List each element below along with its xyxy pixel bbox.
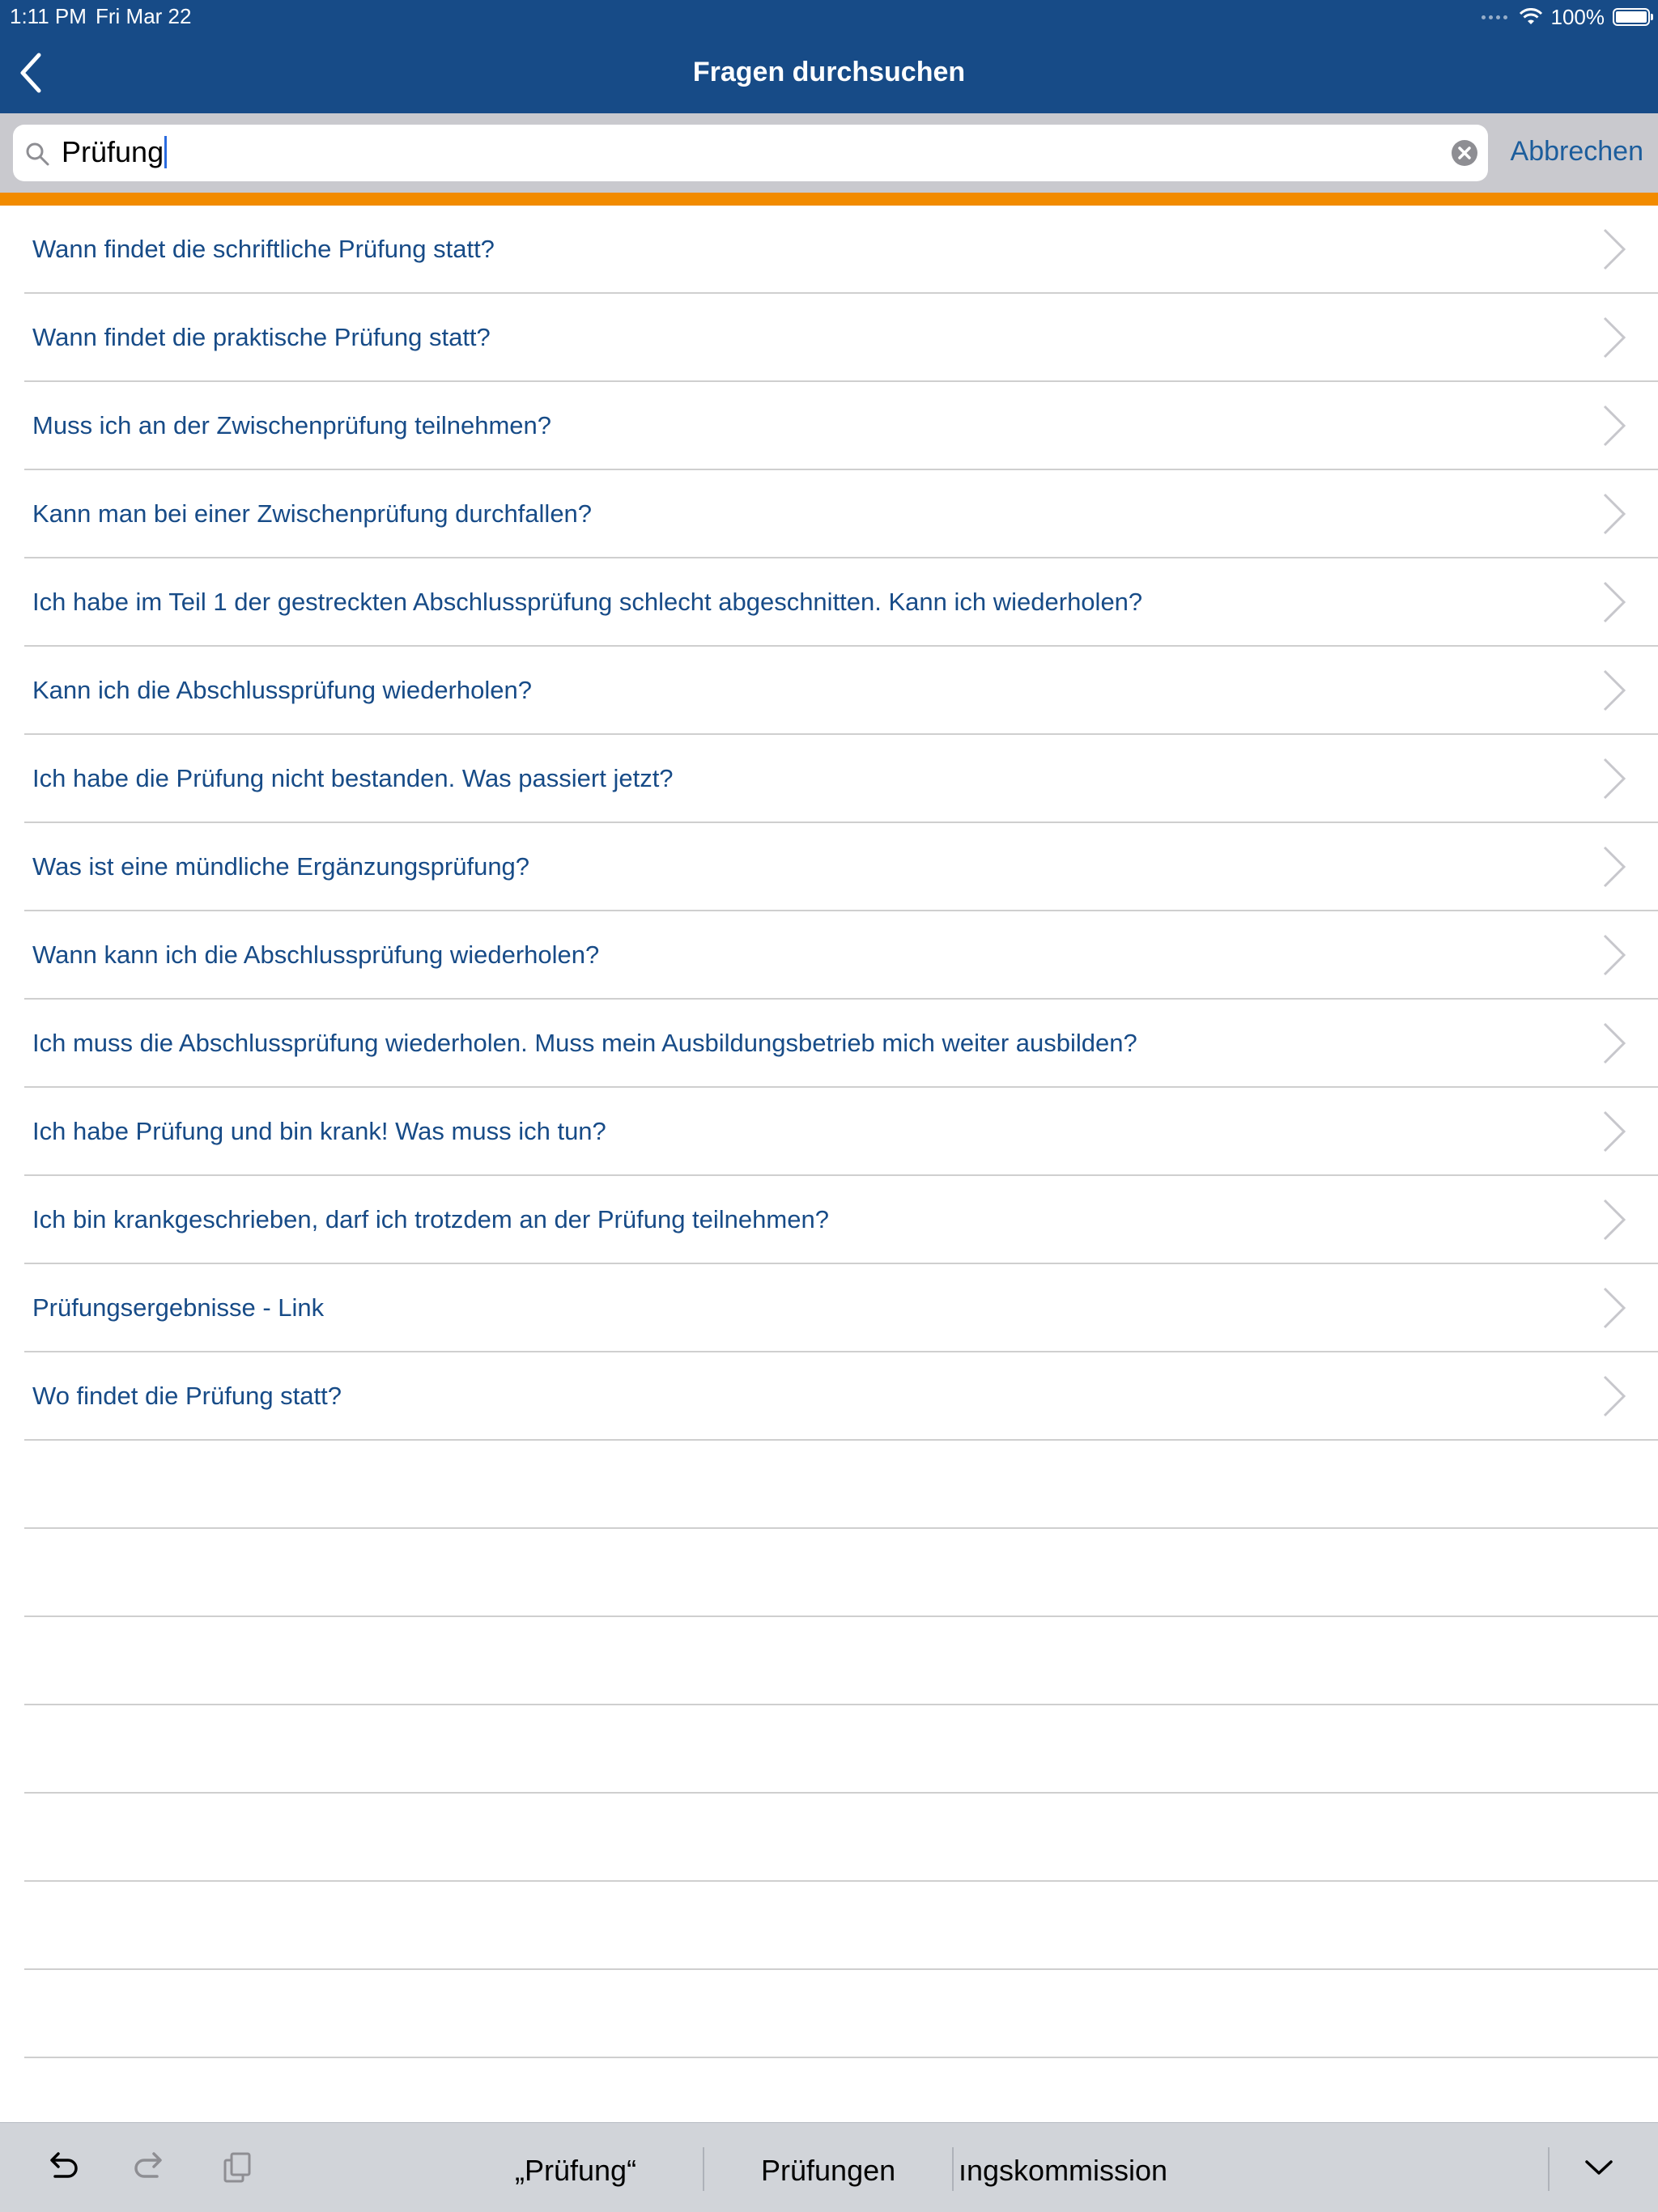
cancel-button[interactable]: Abbrechen xyxy=(1510,136,1643,167)
list-item[interactable] xyxy=(24,1264,1658,1352)
list-item-label: Ich habe im Teil 1 der gestreckten Abschlussprüfung schlecht abgeschnitten. Kann ich wiederholen? xyxy=(32,588,1143,616)
chevron-right-icon xyxy=(1600,1109,1629,1154)
chevron-right-icon xyxy=(1600,491,1629,537)
accent-divider xyxy=(0,193,1658,206)
list-item[interactable] xyxy=(24,294,1658,382)
chevron-right-icon xyxy=(1600,580,1629,625)
suggestion-2[interactable]: Prüfungen xyxy=(761,2154,896,2187)
list-item-label: Ich muss die Abschlussprüfung wiederholen. Muss mein Ausbildungsbetrieb mich weiter ausbilden? xyxy=(32,1029,1137,1057)
list-item-label: Kann man bei einer Zwischenprüfung durchfallen? xyxy=(32,499,593,528)
chevron-right-icon xyxy=(1600,403,1629,448)
clear-search-icon[interactable] xyxy=(1451,139,1478,167)
suggestion-1[interactable]: „Prüfung“ xyxy=(515,2154,637,2187)
list-item-label: Wann findet die praktische Prüfung statt? xyxy=(32,323,491,351)
status-time: 1:11 PM xyxy=(10,4,87,28)
suggestion-divider xyxy=(703,2147,704,2191)
list-item[interactable] xyxy=(24,470,1658,558)
list-item[interactable] xyxy=(24,823,1658,911)
chevron-right-icon xyxy=(1600,1021,1629,1066)
search-bar xyxy=(0,113,1658,193)
paste-icon[interactable] xyxy=(217,2147,257,2188)
list-item[interactable] xyxy=(24,1176,1658,1264)
list-item[interactable] xyxy=(24,1000,1658,1088)
empty-row xyxy=(24,1970,1658,2058)
search-input[interactable] xyxy=(13,125,1488,181)
redo-icon[interactable] xyxy=(130,2147,170,2188)
empty-row xyxy=(24,1617,1658,1705)
list-item-label: Ich habe die Prüfung nicht bestanden. Was passiert jetzt? xyxy=(32,764,674,792)
undo-icon[interactable] xyxy=(42,2147,83,2188)
list-item[interactable] xyxy=(24,911,1658,1000)
battery-icon xyxy=(1613,8,1650,26)
list-item[interactable] xyxy=(24,206,1658,294)
dismiss-keyboard-icon[interactable] xyxy=(1579,2147,1619,2188)
search-icon xyxy=(24,141,50,167)
search-results-list xyxy=(0,206,1658,2058)
text-cursor xyxy=(164,136,167,168)
empty-row xyxy=(24,1441,1658,1529)
list-item[interactable] xyxy=(24,1352,1658,1441)
cellular-signal-icon xyxy=(1482,15,1507,19)
list-item[interactable] xyxy=(24,735,1658,823)
list-item-label: Was ist eine mündliche Ergänzungsprüfung? xyxy=(32,852,530,881)
list-item-label: Prüfungsergebnisse - Link xyxy=(32,1293,325,1322)
empty-row xyxy=(24,1529,1658,1617)
chevron-right-icon xyxy=(1600,668,1629,713)
empty-row xyxy=(24,1882,1658,1970)
list-item-label: Ich bin krankgeschrieben, darf ich trotzdem an der Prüfung teilnehmen? xyxy=(32,1205,829,1233)
chevron-right-icon xyxy=(1600,1197,1629,1242)
list-item-label: Wo findet die Prüfung statt? xyxy=(32,1382,342,1410)
empty-row xyxy=(24,1705,1658,1794)
status-date: Fri Mar 22 xyxy=(96,4,192,28)
chevron-right-icon xyxy=(1600,1373,1629,1419)
list-item[interactable] xyxy=(24,1088,1658,1176)
wifi-icon xyxy=(1519,8,1543,26)
list-item-label: Wann findet die schriftliche Prüfung statt? xyxy=(32,235,495,263)
chevron-right-icon xyxy=(1600,932,1629,978)
chevron-right-icon xyxy=(1600,844,1629,889)
list-item-label: Muss ich an der Zwischenprüfung teilnehmen? xyxy=(32,411,552,439)
status-indicators xyxy=(1482,3,1651,31)
navigation-header xyxy=(0,0,1658,113)
list-item[interactable] xyxy=(24,382,1658,470)
list-item-label: Ich habe Prüfung und bin krank! Was muss ich tun? xyxy=(32,1117,606,1145)
list-item[interactable] xyxy=(24,558,1658,647)
keyboard-shortcut-bar xyxy=(0,2122,1658,2212)
list-item-label: Wann kann ich die Abschlussprüfung wiederholen? xyxy=(32,940,600,969)
suggestion-divider xyxy=(1548,2147,1550,2191)
chevron-right-icon xyxy=(1600,1285,1629,1331)
suggestion-divider xyxy=(952,2147,954,2191)
page-title: Fragen durchsuchen xyxy=(692,57,966,87)
list-item-label: Kann ich die Abschlussprüfung wiederholen? xyxy=(32,676,532,704)
chevron-right-icon xyxy=(1600,756,1629,801)
suggestion-3[interactable]: ıngskommission xyxy=(959,2154,1168,2187)
battery-percent: 100% xyxy=(1550,4,1605,29)
search-input-value: Prüfung xyxy=(62,134,167,170)
chevron-right-icon xyxy=(1600,315,1629,360)
chevron-right-icon xyxy=(1600,227,1629,272)
list-item[interactable] xyxy=(24,647,1658,735)
empty-row xyxy=(24,1794,1658,1882)
